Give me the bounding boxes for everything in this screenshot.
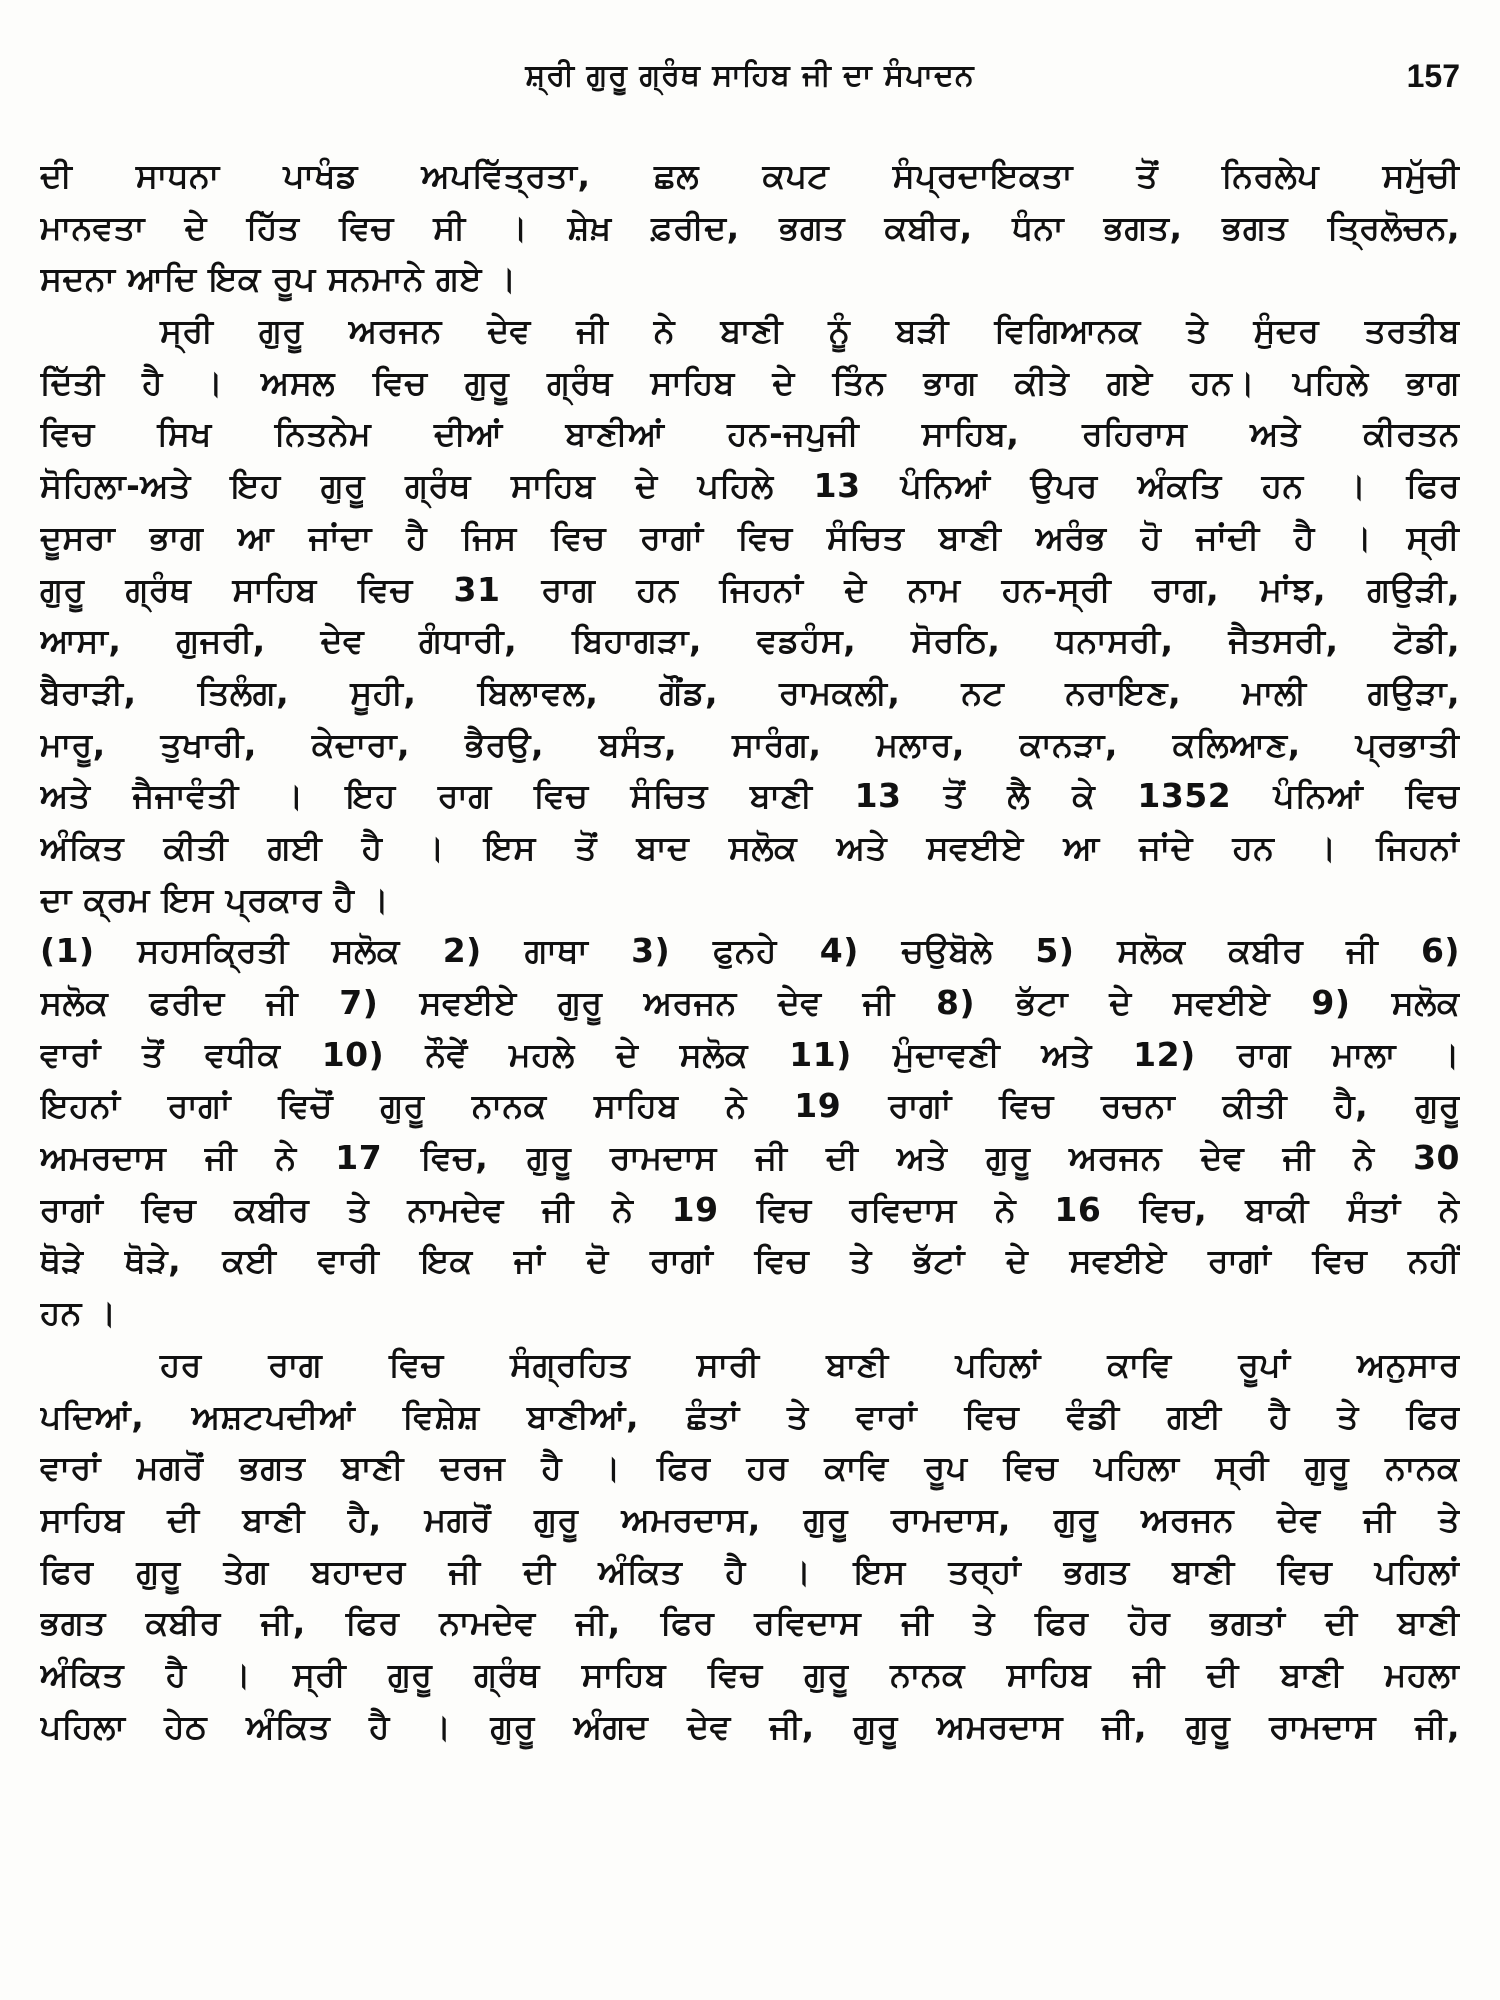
text-line: ਆਸਾ, ਗੁਜਰੀ, ਦੇਵ ਗੰਧਾਰੀ, ਬਿਹਾਗੜਾ, ਵਡਹੰਸ, ਸੋਰਠਿ, ਧਨਾਸਰੀ, ਜੈਤਸਰੀ, ਟੋਡੀ,	[40, 621, 1460, 661]
text-line: ਇਹਨਾਂ ਰਾਗਾਂ ਵਿਚੋਂ ਗੁਰੂ ਨਾਨਕ ਸਾਹਿਬ ਨੇ 19 ਰਾਗਾਂ ਵਿਚ ਰਚਨਾ ਕੀਤੀ ਹੈ, ਗੁਰੂ	[40, 1086, 1460, 1126]
text-line: ਬੈਰਾੜੀ, ਤਿਲੰਗ, ਸੂਹੀ, ਬਿਲਾਵਲ, ਗੌਂਡ, ਰਾਮਕਲੀ, ਨਟ ਨਰਾਇਣ, ਮਾਲੀ ਗਉੜਾ,	[40, 672, 1460, 712]
text-line: ਹਰ ਰਾਗ ਵਿਚ ਸੰਗ੍ਰਹਿਤ ਸਾਰੀ ਬਾਣੀ ਪਹਿਲਾਂ ਕਾਵਿ ਰੂਪਾਂ ਅਨੁਸਾਰ	[160, 1344, 1460, 1384]
text-line: ਵਾਰਾਂ ਮਗਰੋਂ ਭਗਤ ਬਾਣੀ ਦਰਜ ਹੈ । ਫਿਰ ਹਰ ਕਾਵਿ ਰੂਪ ਵਿਚ ਪਹਿਲਾ ਸ੍ਰੀ ਗੁਰੂ ਨਾਨਕ	[40, 1448, 1460, 1488]
text-line: ਵਾਰਾਂ ਤੋਂ ਵਧੀਕ 10) ਨੌਵੇਂ ਮਹਲੇ ਦੇ ਸਲੋਕ 11) ਮੁੰਦਾਵਣੀ ਅਤੇ 12) ਰਾਗ ਮਾਲਾ ।	[40, 1034, 1460, 1074]
text-line: ਅੰਕਿਤ ਹੈ । ਸ੍ਰੀ ਗੁਰੂ ਗ੍ਰੰਥ ਸਾਹਿਬ ਵਿਚ ਗੁਰੂ ਨਾਨਕ ਸਾਹਿਬ ਜੀ ਦੀ ਬਾਣੀ ਮਹਲਾ	[40, 1654, 1460, 1694]
text-line: ਦੂਸਰਾ ਭਾਗ ਆ ਜਾਂਦਾ ਹੈ ਜਿਸ ਵਿਚ ਰਾਗਾਂ ਵਿਚ ਸੰਚਿਤ ਬਾਣੀ ਅਰੰਭ ਹੋ ਜਾਂਦੀ ਹੈ । ਸ੍ਰੀ	[40, 517, 1460, 557]
text-line: ਅਤੇ ਜੈਜਾਵੰਤੀ । ਇਹ ਰਾਗ ਵਿਚ ਸੰਚਿਤ ਬਾਣੀ 13 ਤੋਂ ਲੈ ਕੇ 1352 ਪੰਨਿਆਂ ਵਿਚ	[40, 776, 1460, 816]
text-line: ਸਦਨਾ ਆਦਿ ਇਕ ਰੂਪ ਸਨਮਾਨੇ ਗਏ ।	[40, 259, 517, 299]
text-line: ਦੀ ਸਾਧਨਾ ਪਾਖੰਡ ਅਪਵਿੱਤ੍ਰਤਾ, ਛਲ ਕਪਟ ਸੰਪ੍ਰਦਾਇਕਤਾ ਤੋਂ ਨਿਰਲੇਪ ਸਮੁੱਚੀ	[40, 156, 1460, 195]
text-line: ਸਲੋਕ ਫਰੀਦ ਜੀ 7) ਸਵਈਏ ਗੁਰੂ ਅਰਜਨ ਦੇਵ ਜੀ 8) ਭੱਟਾ ਦੇ ਸਵਈਏ 9) ਸਲੋਕ	[40, 983, 1460, 1022]
text-line: ਅੰਕਿਤ ਕੀਤੀ ਗਈ ਹੈ । ਇਸ ਤੋਂ ਬਾਦ ਸਲੋਕ ਅਤੇ ਸਵਈਏ ਆ ਜਾਂਦੇ ਹਨ । ਜਿਹਨਾਂ	[40, 827, 1460, 867]
text-line: ਗੁਰੂ ਗ੍ਰੰਥ ਸਾਹਿਬ ਵਿਚ 31 ਰਾਗ ਹਨ ਜਿਹਨਾਂ ਦੇ ਨਾਮ ਹਨ-ਸ੍ਰੀ ਰਾਗ, ਮਾਂਝ, ਗਉੜੀ,	[40, 569, 1460, 609]
text-line: ਪਦਿਆਂ, ਅਸ਼ਟਪਦੀਆਂ ਵਿਸ਼ੇਸ਼ ਬਾਣੀਆਂ, ਛੰਤਾਂ ਤੇ ਵਾਰਾਂ ਵਿਚ ਵੰਡੀ ਗਈ ਹੈ ਤੇ ਫਿਰ	[40, 1396, 1460, 1436]
text-line: ਵਿਚ ਸਿਖ ਨਿਤਨੇਮ ਦੀਆਂ ਬਾਣੀਆਂ ਹਨ-ਜਪੁਜੀ ਸਾਹਿਬ, ਰਹਿਰਾਸ ਅਤੇ ਕੀਰਤਨ	[40, 414, 1460, 454]
text-line: ਦਿੱਤੀ ਹੈ । ਅਸਲ ਵਿਚ ਗੁਰੂ ਗ੍ਰੰਥ ਸਾਹਿਬ ਦੇ ਤਿੰਨ ਭਾਗ ਕੀਤੇ ਗਏ ਹਨ। ਪਹਿਲੇ ਭਾਗ	[40, 362, 1460, 402]
text-line: ਰਾਗਾਂ ਵਿਚ ਕਬੀਰ ਤੇ ਨਾਮਦੇਵ ਜੀ ਨੇ 19 ਵਿਚ ਰਵਿਦਾਸ ਨੇ 16 ਵਿਚ, ਬਾਕੀ ਸੰਤਾਂ ਨੇ	[40, 1189, 1460, 1229]
text-line: ਮਾਨਵਤਾ ਦੇ ਹਿੱਤ ਵਿਚ ਸੀ । ਸ਼ੇਖ਼ ਫ਼ਰੀਦ, ਭਗਤ ਕਬੀਰ, ਧੰਨਾ ਭਗਤ, ਭਗਤ ਤ੍ਰਿਲੋਚਨ,	[40, 207, 1460, 247]
text-line: ਪਹਿਲਾ ਹੇਠ ਅੰਕਿਤ ਹੈ । ਗੁਰੂ ਅੰਗਦ ਦੇਵ ਜੀ, ਗੁਰੂ ਅਮਰਦਾਸ ਜੀ, ਗੁਰੂ ਰਾਮਦਾਸ ਜੀ,	[40, 1706, 1460, 1746]
text-line: ਅਮਰਦਾਸ ਜੀ ਨੇ 17 ਵਿਚ, ਗੁਰੂ ਰਾਮਦਾਸ ਜੀ ਦੀ ਅਤੇ ਗੁਰੂ ਅਰਜਨ ਦੇਵ ਜੀ ਨੇ 30	[40, 1138, 1460, 1178]
text-line: ਦਾ ਕ੍ਰਮ ਇਸ ਪ੍ਰਕਾਰ ਹੈ ।	[40, 879, 390, 919]
body-text	[40, 150, 1460, 1752]
text-line: ਹਨ ।	[40, 1293, 117, 1333]
text-line: ਭਗਤ ਕਬੀਰ ਜੀ, ਫਿਰ ਨਾਮਦੇਵ ਜੀ, ਫਿਰ ਰਵਿਦਾਸ ਜੀ ਤੇ ਫਿਰ ਹੋਰ ਭਗਤਾਂ ਦੀ ਬਾਣੀ	[40, 1603, 1460, 1643]
text-line: ਮਾਰੂ, ਤੁਖਾਰੀ, ਕੇਦਾਰਾ, ਭੈਰਉ, ਬਸੰਤ, ਸਾਰੰਗ, ਮਲਾਰ, ਕਾਨੜਾ, ਕਲਿਆਣ, ਪ੍ਰਭਾਤੀ	[40, 724, 1460, 764]
text-line: ਸੋਹਿਲਾ-ਅਤੇ ਇਹ ਗੁਰੂ ਗ੍ਰੰਥ ਸਾਹਿਬ ਦੇ ਪਹਿਲੇ 13 ਪੰਨਿਆਂ ਉਪਰ ਅੰਕਤਿ ਹਨ । ਫਿਰ	[40, 466, 1460, 506]
page-header	[40, 58, 1460, 118]
text-line: ਸਾਹਿਬ ਦੀ ਬਾਣੀ ਹੈ, ਮਗਰੋਂ ਗੁਰੂ ਅਮਰਦਾਸ, ਗੁਰੂ ਰਾਮਦਾਸ, ਗੁਰੂ ਅਰਜਨ ਦੇਵ ਜੀ ਤੇ	[40, 1499, 1460, 1539]
text-line: ਥੋੜੇ ਥੋੜੇ, ਕਈ ਵਾਰੀ ਇਕ ਜਾਂ ਦੋ ਰਾਗਾਂ ਵਿਚ ਤੇ ਭੱਟਾਂ ਦੇ ਸਵਈਏ ਰਾਗਾਂ ਵਿਚ ਨਹੀਂ	[40, 1241, 1460, 1281]
page-number: 157	[1406, 58, 1460, 94]
text-line: (1) ਸਹਸਕ੍ਰਿਤੀ ਸਲੋਕ 2) ਗਾਥਾ 3) ਫੁਨਹੇ 4) ਚਉਬੋਲੇ 5) ਸਲੋਕ ਕਬੀਰ ਜੀ 6)	[40, 931, 1460, 971]
text-line: ਸ੍ਰੀ ਗੁਰੂ ਅਰਜਨ ਦੇਵ ਜੀ ਨੇ ਬਾਣੀ ਨੂੰ ਬੜੀ ਵਿਗਿਆਨਕ ਤੇ ਸੁੰਦਰ ਤਰਤੀਬ	[160, 311, 1460, 351]
text-line: ਫਿਰ ਗੁਰੂ ਤੇਗ ਬਹਾਦਰ ਜੀ ਦੀ ਅੰਕਿਤ ਹੈ । ਇਸ ਤਰ੍ਹਾਂ ਭਗਤ ਬਾਣੀ ਵਿਚ ਪਹਿਲਾਂ	[40, 1551, 1460, 1591]
running-title: ਸ਼੍ਰੀ ਗੁਰੂ ਗ੍ਰੰਥ ਸਾਹਿਬ ਜੀ ਦਾ ਸੰਪਾਦਨ	[525, 58, 975, 93]
